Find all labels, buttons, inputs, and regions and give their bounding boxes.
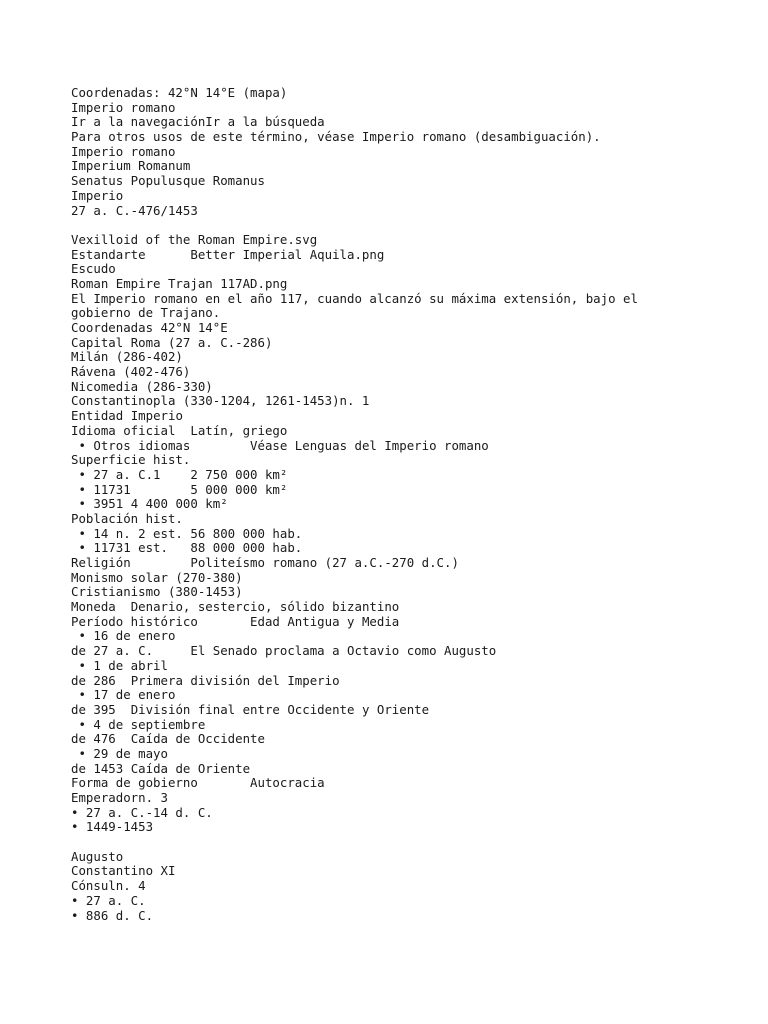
text-line: Rávena (402-476) <box>71 364 191 380</box>
text-line: • 14 n. 2 est. 56 800 000 hab. <box>71 525 303 541</box>
text-line: de 476 Caída de Occidente <box>71 731 265 747</box>
text-line: 27 a. C.-476/1453 <box>71 202 198 218</box>
text-line: Cristianismo (380-1453) <box>71 584 243 600</box>
text-line: Superficie hist. <box>71 452 191 468</box>
blank-line <box>71 218 751 233</box>
text-line: • 27 a. C.1 2 750 000 km² <box>71 466 288 482</box>
text-line: de 286 Primera división del Imperio <box>71 672 340 688</box>
text-line: • Otros idiomas Véase Lenguas del Imperio romano <box>71 437 489 453</box>
text-line: Moneda Denario, sestercio, sólido bizantino <box>71 599 400 615</box>
text-line: Vexilloid of the Roman Empire.svg <box>71 231 318 247</box>
text-line: • 16 de enero <box>71 628 176 644</box>
text-line: Coordenadas 42°N 14°E <box>71 320 228 335</box>
text-line: de 1453 Caída de Oriente <box>71 760 251 776</box>
text-line: Escudo <box>71 261 116 277</box>
text-line: • 11731 est. 88 000 000 hab. <box>71 540 303 556</box>
text-line: Augusto <box>71 848 124 864</box>
text-line: de 27 a. C. El Senado proclama a Octavio como Augusto <box>71 643 497 659</box>
text-line: • 29 de mayo <box>71 745 168 761</box>
text-line: Capital Roma (27 a. C.-286) <box>71 334 273 350</box>
text-line: • 1449-1453 <box>71 819 154 835</box>
text-line: Imperium Romanum <box>71 158 191 174</box>
text-line: Para otros usos de este término, véase Imperio romano (desambiguación). <box>71 129 601 145</box>
text-line: Constantinopla (330-1204, 1261-1453)n. 1 <box>71 393 370 409</box>
text-line: • 1 de abril <box>71 657 168 673</box>
text-line: Imperio romano <box>71 99 176 115</box>
text-line: Milán (286-402) <box>71 349 183 365</box>
text-line: • 886 d. C. <box>71 907 154 923</box>
text-line: Emperadorn. 3 <box>71 790 168 805</box>
text-line: Cónsuln. 4 <box>71 878 146 894</box>
text-line: Religión Politeísmo romano (27 a.C.-270 d.C.) <box>71 555 459 570</box>
text-line: Coordenadas: 42°N 14°E (mapa) <box>71 85 288 100</box>
text-line: Entidad Imperio <box>71 408 183 424</box>
text-line: • 17 de enero <box>71 687 176 703</box>
text-line: Ir a la navegaciónIr a la búsqueda <box>71 114 325 130</box>
text-line: • 27 a. C. <box>71 892 146 908</box>
text-line: gobierno de Trajano. <box>71 305 221 321</box>
text-line: Idioma oficial Latín, griego <box>71 422 288 438</box>
text-line: El Imperio romano en el año 117, cuando alcanzó su máxima extensión, bajo el <box>71 290 638 306</box>
text-line: Roman Empire Trajan 117AD.png <box>71 275 288 291</box>
text-line: Estandarte Better Imperial Aquila.png <box>71 246 385 262</box>
document-body <box>71 86 751 923</box>
text-line: Imperio romano <box>71 143 176 159</box>
text-line: Monismo solar (270-380) <box>71 569 243 585</box>
text-line: Imperio <box>71 187 124 203</box>
text-line: de 395 División final entre Occidente y Oriente <box>71 701 430 717</box>
text-line: Período histórico Edad Antigua y Media <box>71 613 400 629</box>
text-line: • 11731 5 000 000 km² <box>71 481 288 497</box>
text-line: • 4 de septiembre <box>71 716 206 732</box>
text-line: Forma de gobierno Autocracia <box>71 775 325 791</box>
text-line: Nicomedia (286-330) <box>71 378 213 394</box>
blank-line <box>71 835 751 850</box>
text-line: • 3951 4 400 000 km² <box>71 496 228 512</box>
text-line: Población hist. <box>71 510 183 526</box>
text-line: Senatus Populusque Romanus <box>71 173 265 189</box>
text-line: • 27 a. C.-14 d. C. <box>71 804 213 820</box>
text-line: Constantino XI <box>71 863 176 879</box>
